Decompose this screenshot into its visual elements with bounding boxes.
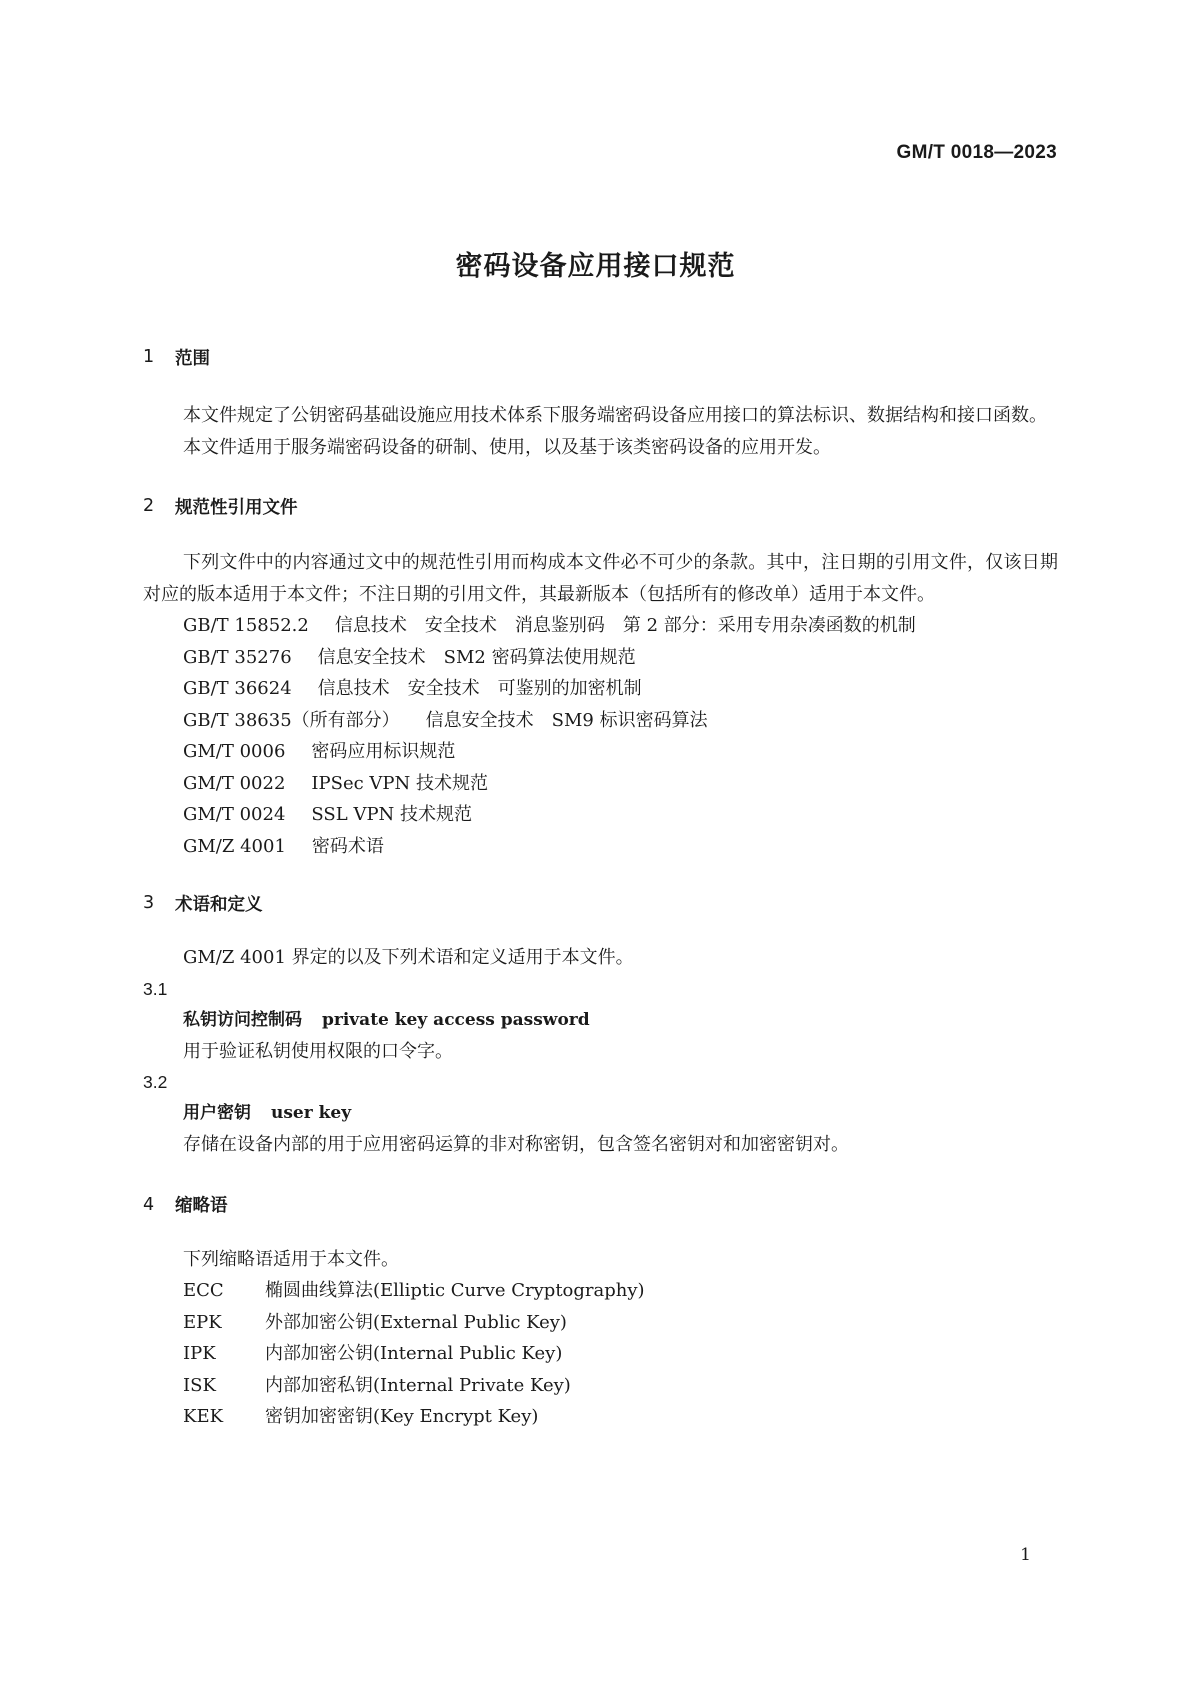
scope-paragraph: 本文件规定了公钥密码基础设施应用技术体系下服务端密码设备应用接口的算法标识、数据结构和接口函数。 (183, 405, 1047, 426)
abbreviation-text: 密钥加密密钥(Key Encrypt Key) (265, 1406, 539, 1427)
abbreviation-code: IPK (183, 1343, 216, 1364)
abbreviation-code: KEK (183, 1406, 224, 1427)
reference-item (143, 642, 1058, 674)
abbreviation-code: ISK (183, 1374, 216, 1396)
page-number: 1 (1020, 1545, 1031, 1565)
abbreviation-item (143, 1338, 1058, 1370)
reference-code: GM/Z 4001 (183, 835, 286, 857)
reference-item (143, 799, 1058, 831)
scope-paragraph: 本文件适用于服务端密码设备的研制、使用，以及基于该类密码设备的应用开发。 (183, 436, 831, 458)
section-title: 规范性引用文件 (175, 497, 298, 518)
references-intro: 下列文件中的内容通过文中的规范性引用而构成本文件必不可少的条款。其中，注日期的引用文件，仅该日期对应的版本适用于本文件；不注日期的引用文件，其最新版本（包括所有的修改单）适用于本文件。 (143, 552, 1058, 605)
term-definition: 用于验证私钥使用权限的口令字。 (183, 1040, 453, 1062)
terms-intro: GM/Z 4001 界定的以及下列术语和定义适用于本文件。 (183, 947, 634, 968)
document-body (143, 340, 1058, 1433)
abbreviations-intro: 下列缩略语适用于本文件。 (183, 1248, 399, 1270)
reference-item (143, 705, 1058, 737)
term-name-zh: 用户密钥 (183, 1102, 251, 1123)
reference-title: IPSec VPN 技术规范 (311, 772, 489, 794)
abbreviation-text: 内部加密私钥(Internal Private Key) (265, 1374, 571, 1396)
section-title: 范围 (175, 348, 210, 369)
abbreviation-text: 外部加密公钥(External Public Key) (265, 1311, 567, 1333)
reference-code: GM/T 0024 (183, 804, 286, 825)
section-title: 术语和定义 (175, 894, 263, 915)
reference-item (143, 736, 1058, 768)
section-number: 3 (143, 893, 155, 913)
reference-code: GM/T 0006 (183, 741, 286, 762)
document-title: 密码设备应用接口规范 (455, 251, 736, 282)
section-heading-scope (143, 340, 1058, 374)
reference-title: 信息安全技术 SM2 密码算法使用规范 (317, 646, 636, 668)
term-name (143, 1004, 1058, 1036)
reference-title: 信息安全技术 SM9 标识密码算法 (425, 709, 708, 731)
abbreviation-item (143, 1307, 1058, 1339)
reference-title: 密码术语 (311, 835, 384, 857)
term-name-en: private key access password (322, 1009, 590, 1030)
reference-code: GM/T 0022 (183, 772, 286, 794)
abbreviation-item (143, 1275, 1058, 1307)
reference-title: SSL VPN 技术规范 (311, 804, 473, 825)
abbreviation-code: EPK (183, 1311, 222, 1333)
section-number: 1 (143, 347, 155, 367)
reference-code: GB/T 15852.2 (183, 615, 309, 636)
reference-title: 信息技术 安全技术 可鉴别的加密机制 (317, 678, 642, 699)
reference-title: 信息技术 安全技术 消息鉴别码 第 2 部分：采用专用杂凑函数的机制 (334, 615, 916, 636)
section-heading-abbreviations (143, 1188, 1058, 1222)
section-number: 2 (143, 496, 155, 516)
term-number: 3.1 (143, 978, 168, 999)
section-heading-terms (143, 886, 1058, 920)
reference-list (143, 610, 1058, 862)
section-number: 4 (143, 1194, 155, 1215)
term-name (143, 1097, 1058, 1129)
abbreviation-text: 椭圆曲线算法(Elliptic Curve Cryptography) (265, 1280, 645, 1301)
reference-item (143, 610, 1058, 642)
abbreviation-code: ECC (183, 1280, 224, 1301)
section-title: 缩略语 (175, 1196, 228, 1216)
reference-title: 密码应用标识规范 (311, 741, 456, 762)
reference-code: GB/T 36624 (183, 678, 292, 699)
term-name-en: user key (271, 1102, 352, 1123)
term-name-zh: 私钥访问控制码 (183, 1009, 302, 1030)
section-heading-normative-references (143, 489, 1058, 523)
reference-item (143, 831, 1058, 863)
abbreviation-item (143, 1370, 1058, 1402)
abbreviation-text: 内部加密公钥(Internal Public Key) (265, 1343, 563, 1364)
abbreviation-list (143, 1275, 1058, 1433)
reference-item (143, 673, 1058, 705)
term-number: 3.2 (143, 1071, 168, 1092)
abbreviation-item (143, 1401, 1058, 1433)
term-definition: 存储在设备内部的用于应用密码运算的非对称密钥，包含签名密钥对和加密密钥对。 (183, 1133, 849, 1155)
reference-code: GB/T 35276 (183, 646, 292, 668)
reference-item (143, 768, 1058, 800)
standard-code: GM/T 0018—2023 (896, 142, 1057, 163)
reference-code: GB/T 38635（所有部分） (183, 709, 400, 731)
